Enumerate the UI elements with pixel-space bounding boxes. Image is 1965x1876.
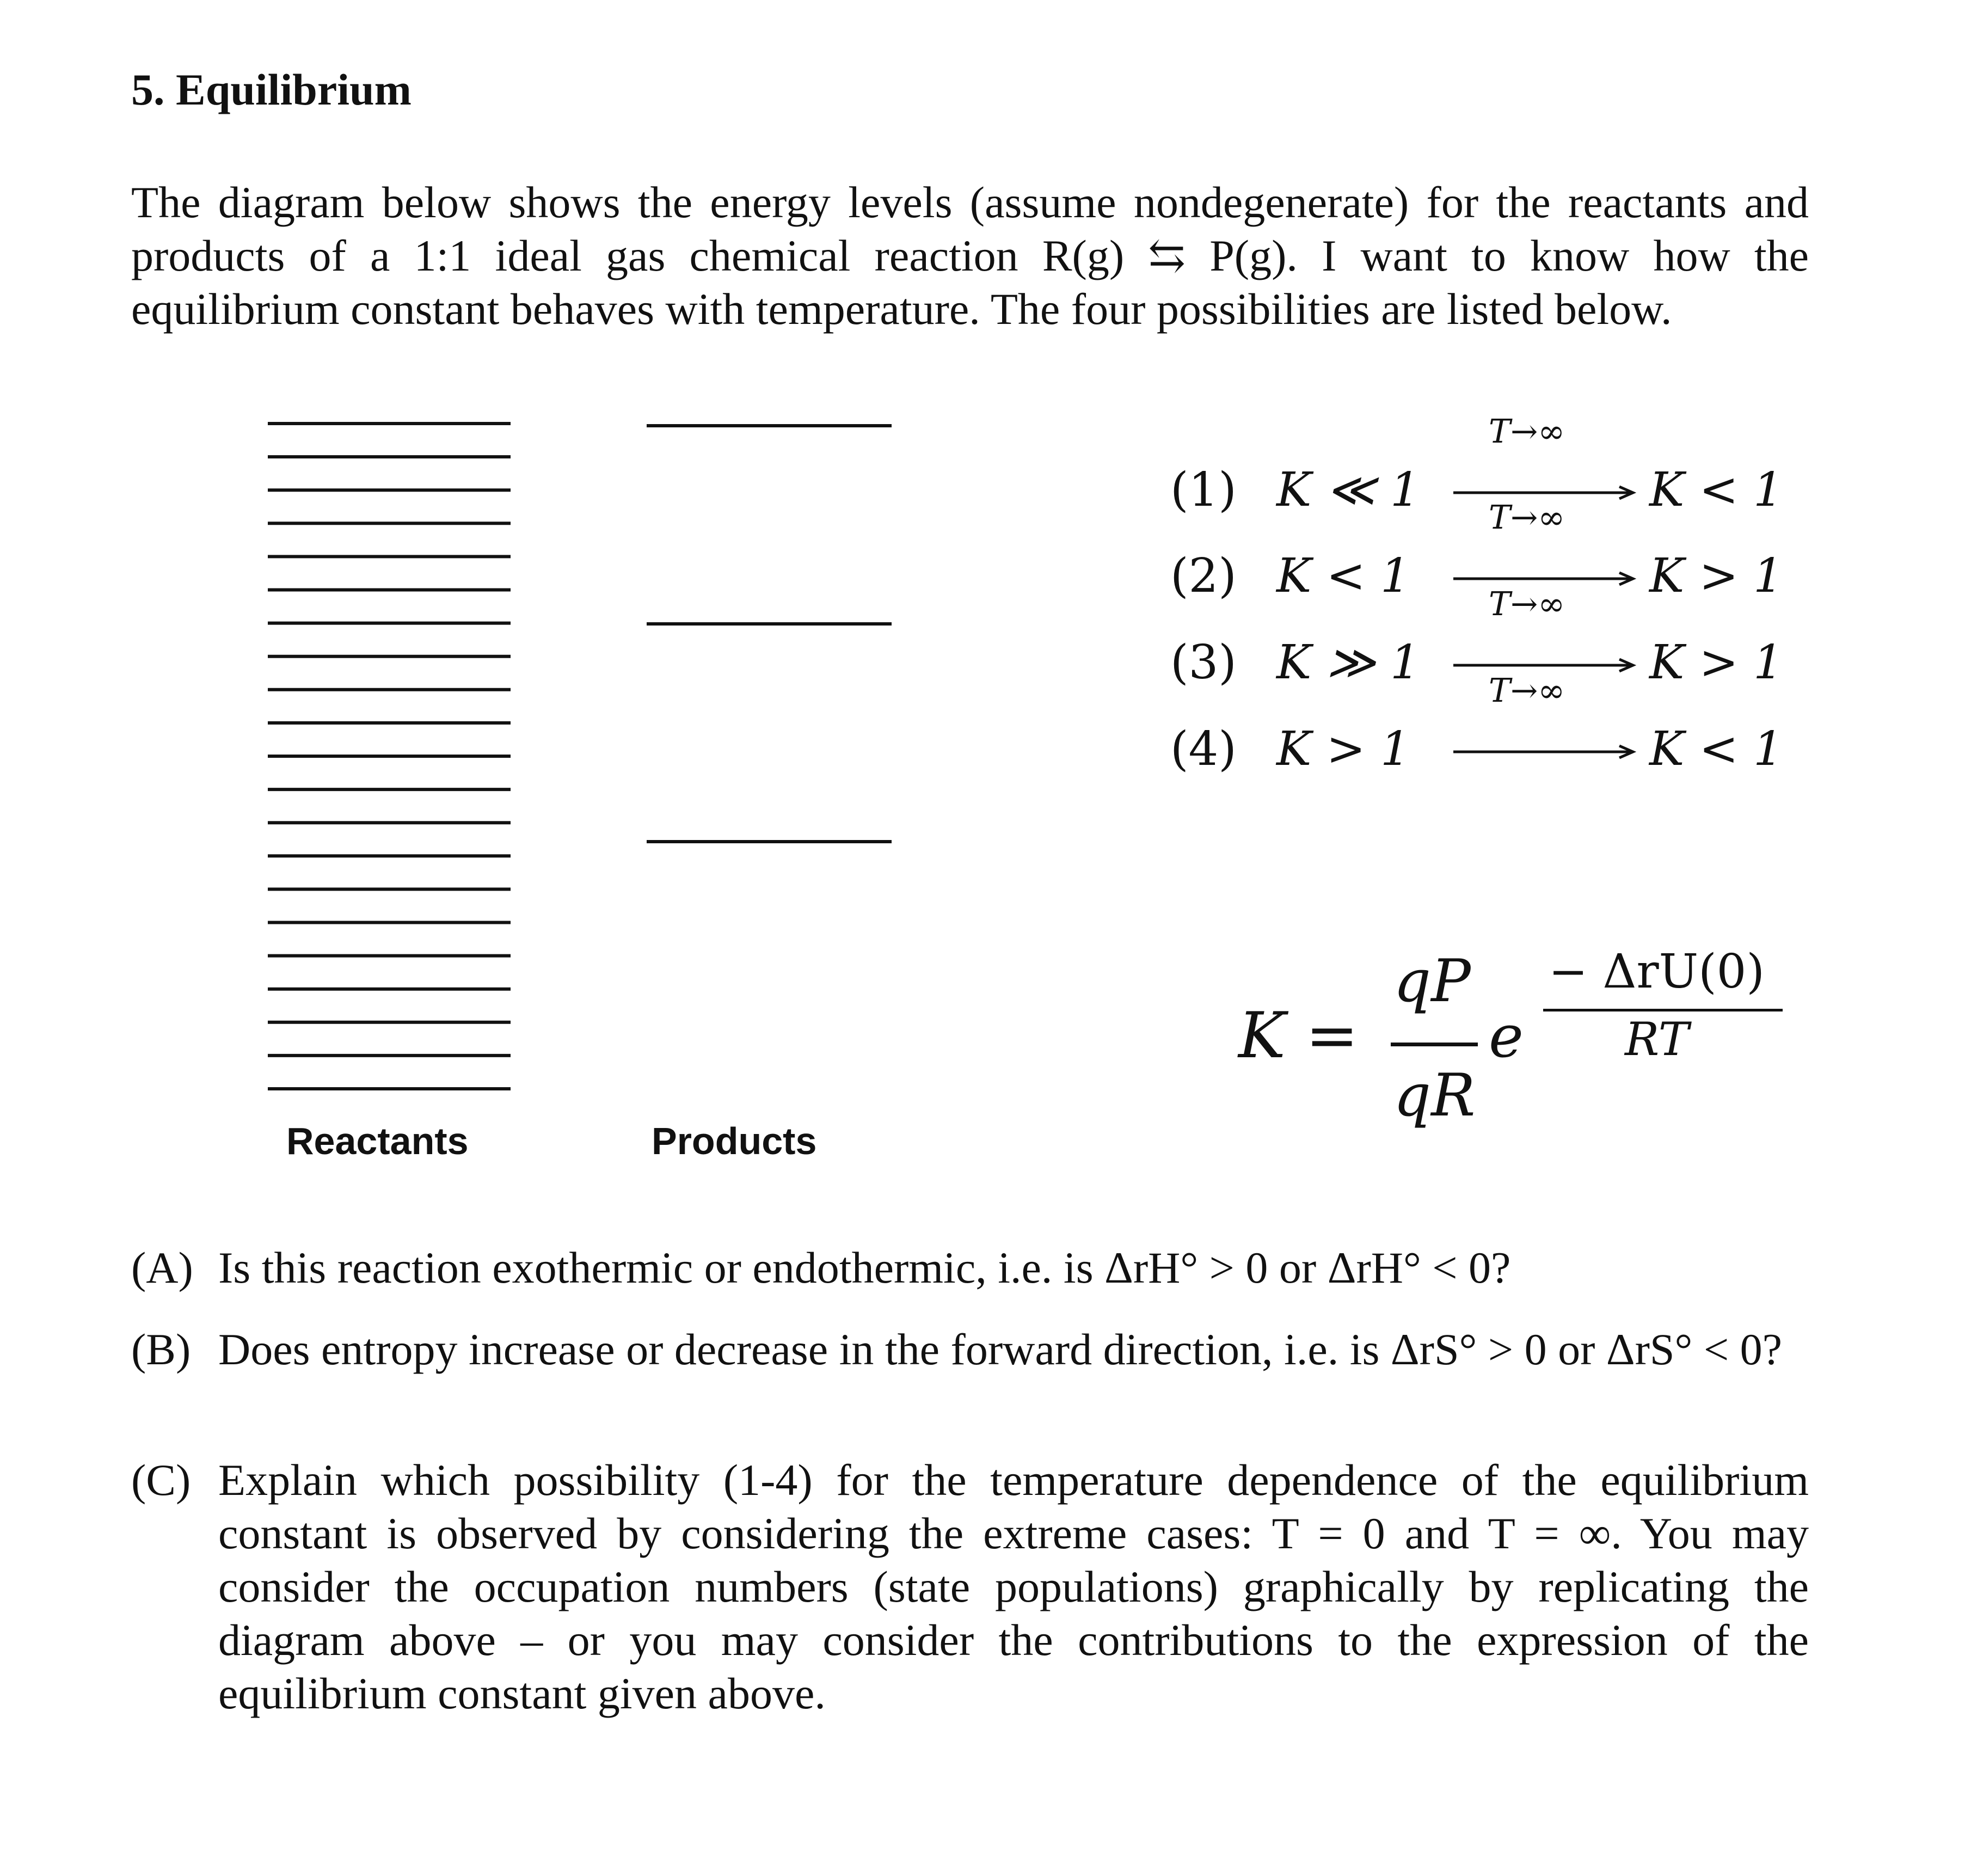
possibility-rhs: K < 1 [1649, 463, 1783, 517]
possibility-arrow-label: T→∞ [1489, 413, 1565, 451]
possibility-lhs: K < 1 [1276, 549, 1410, 603]
possibility-number: (4) [1170, 722, 1237, 776]
formula-exponent-numerator: − ΔrU(0) [1549, 945, 1765, 999]
reactants-label: Reactants [286, 1120, 469, 1162]
possibility-number: (1) [1170, 463, 1237, 517]
question-label: (A) [131, 1243, 193, 1292]
possibility-arrow-label: T→∞ [1489, 672, 1565, 710]
section-title: 5. Equilibrium [131, 65, 412, 114]
possibility-arrow-label: T→∞ [1489, 499, 1565, 537]
question-label: (C) [131, 1455, 191, 1505]
formula-exponent-bar [1543, 1009, 1783, 1011]
formula-lhs: K = [1238, 999, 1359, 1072]
possibility-number: (3) [1170, 635, 1237, 690]
possibility-rhs: K > 1 [1649, 549, 1783, 603]
right-arrow-icon [1453, 571, 1638, 587]
reactant-levels [268, 424, 511, 1089]
possibility-rhs: K > 1 [1649, 635, 1783, 690]
possibility-lhs: K > 1 [1276, 722, 1410, 776]
question-text: Does entropy increase or decrease in the forward direction, i.e. is ΔrS° > 0 or ΔrS° < 0? [218, 1325, 1782, 1374]
right-arrow-icon [1453, 744, 1638, 760]
intro-paragraph: The diagram below shows the energy levels (assume nondegenerate) for the reactants and products of a 1:1 ideal gas chemical reaction R(g) ⇆ P(g). I want to know how the equilibrium constant behaves with temperature. The four possibilities are listed below. [131, 177, 1809, 334]
formula-fraction-bar [1391, 1043, 1478, 1046]
possibility-lhs: K ≪ 1 [1276, 463, 1420, 517]
possibility-rhs: K < 1 [1649, 722, 1783, 776]
possibility-lhs: K ≫ 1 [1276, 635, 1420, 690]
question-label: (B) [131, 1325, 191, 1374]
formula-exponent-denominator: RT [1625, 1013, 1689, 1066]
product-levels [647, 426, 892, 842]
products-label: Products [652, 1120, 817, 1162]
question-text: Is this reaction exothermic or endothermic, i.e. is ΔrH° > 0 or ΔrH° < 0? [218, 1243, 1511, 1292]
possibility-number: (2) [1170, 549, 1237, 603]
formula-denominator: qR [1393, 1062, 1476, 1130]
right-arrow-icon [1453, 657, 1638, 673]
question-text: Explain which possibility (1-4) for the temperature dependence of the equilibrium constant is observed by considering the extreme cases: T = 0 and T = ∞. You may consider the occupation numbers (state populations) graphically by replicating the diagram above – or you may consider the contributions to the expression of the equilibrium constant given above. [218, 1455, 1809, 1718]
formula-numerator: qP [1393, 947, 1471, 1015]
possibility-arrow-label: T→∞ [1489, 585, 1565, 623]
formula-exponential-base: e [1489, 1003, 1524, 1071]
